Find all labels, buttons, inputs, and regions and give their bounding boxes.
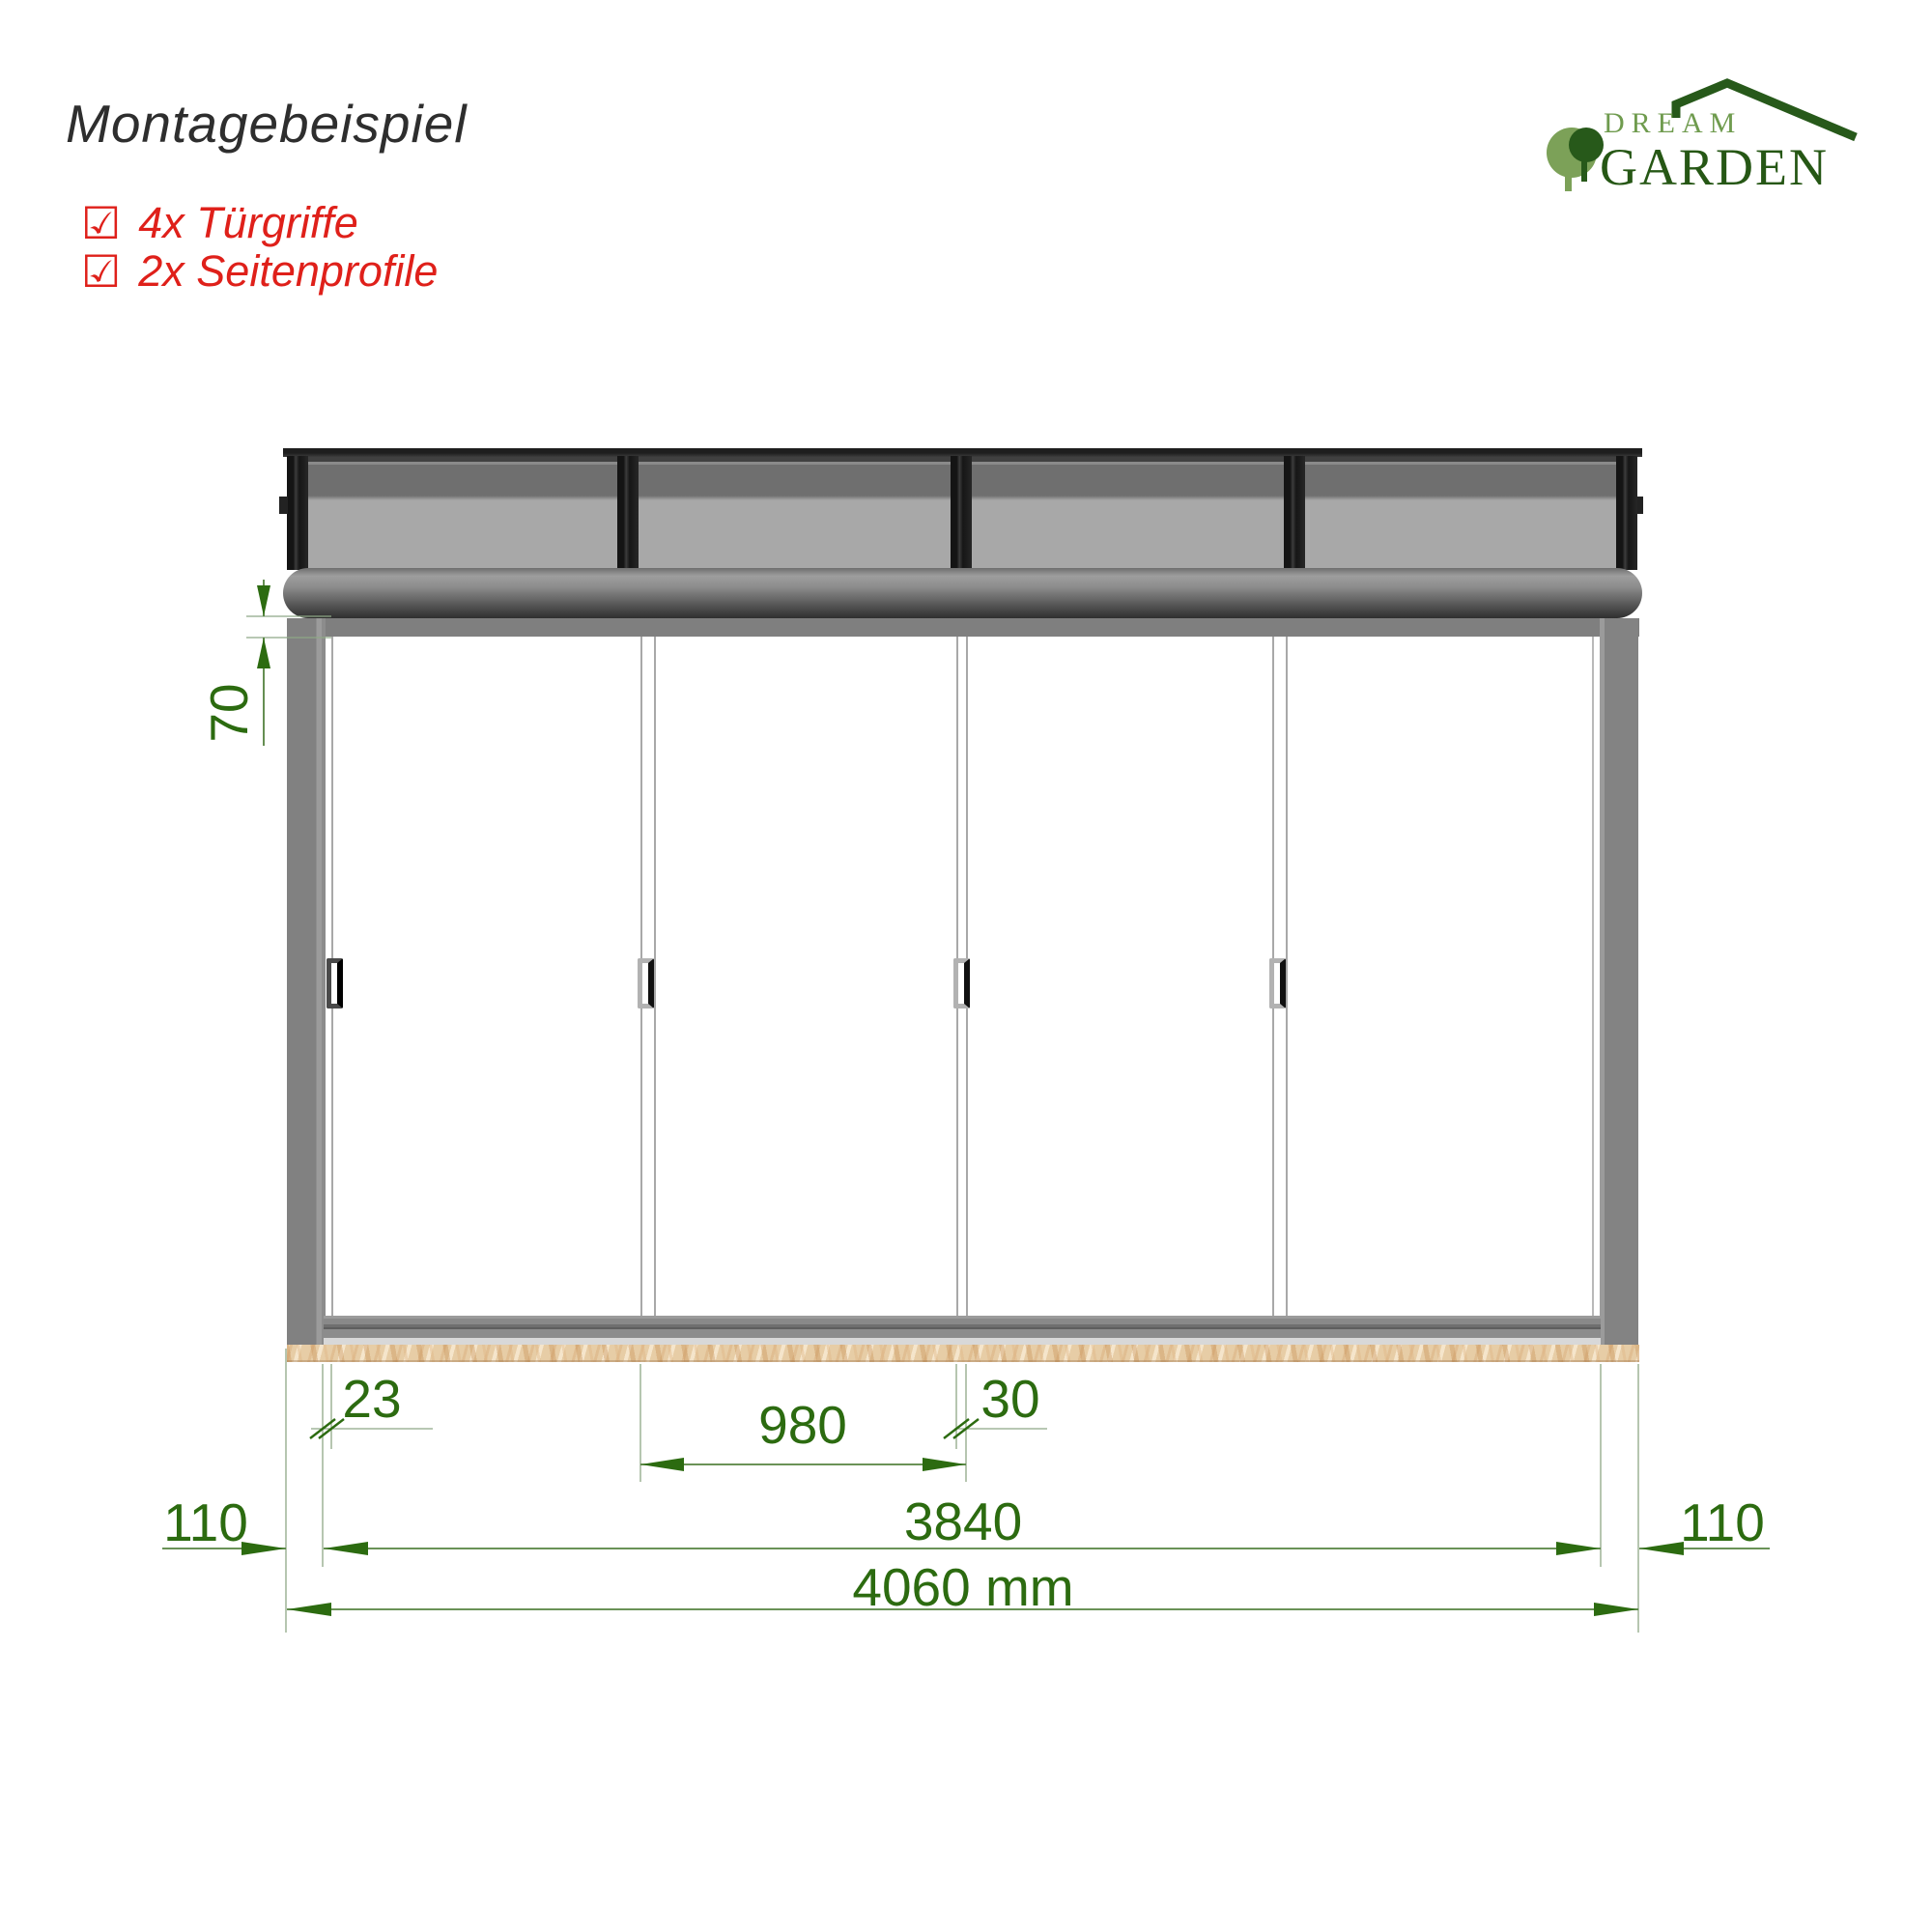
dim-label-overlap: 30 <box>980 1369 1040 1429</box>
dim-label-side-left: 110 <box>163 1492 248 1552</box>
dim-label-left-gap: 23 <box>342 1369 402 1429</box>
dim-label-door-width: 980 <box>758 1395 847 1455</box>
checkbox-checked-icon: ☑ <box>81 245 122 298</box>
dim-label-side-right: 110 <box>1680 1492 1765 1552</box>
dimension-arrowheads <box>242 585 1684 1616</box>
dim-label-beam-height: 70 <box>199 683 259 743</box>
logo-word-garden: GARDEN <box>1600 138 1829 196</box>
page-title: Montagebeispiel <box>66 94 468 154</box>
checklist-item-label: 4x Türgriffe <box>138 198 358 247</box>
checkbox-checked-icon: ☑ <box>81 197 122 249</box>
dim-label-total-width: 4060 mm <box>852 1557 1074 1617</box>
checklist-item-label: 2x Seitenprofile <box>138 246 439 296</box>
dim-label-inner-width: 3840 <box>903 1492 1023 1551</box>
logo-word-dream: DREAM <box>1604 107 1743 139</box>
extension-lines <box>246 616 1638 1633</box>
